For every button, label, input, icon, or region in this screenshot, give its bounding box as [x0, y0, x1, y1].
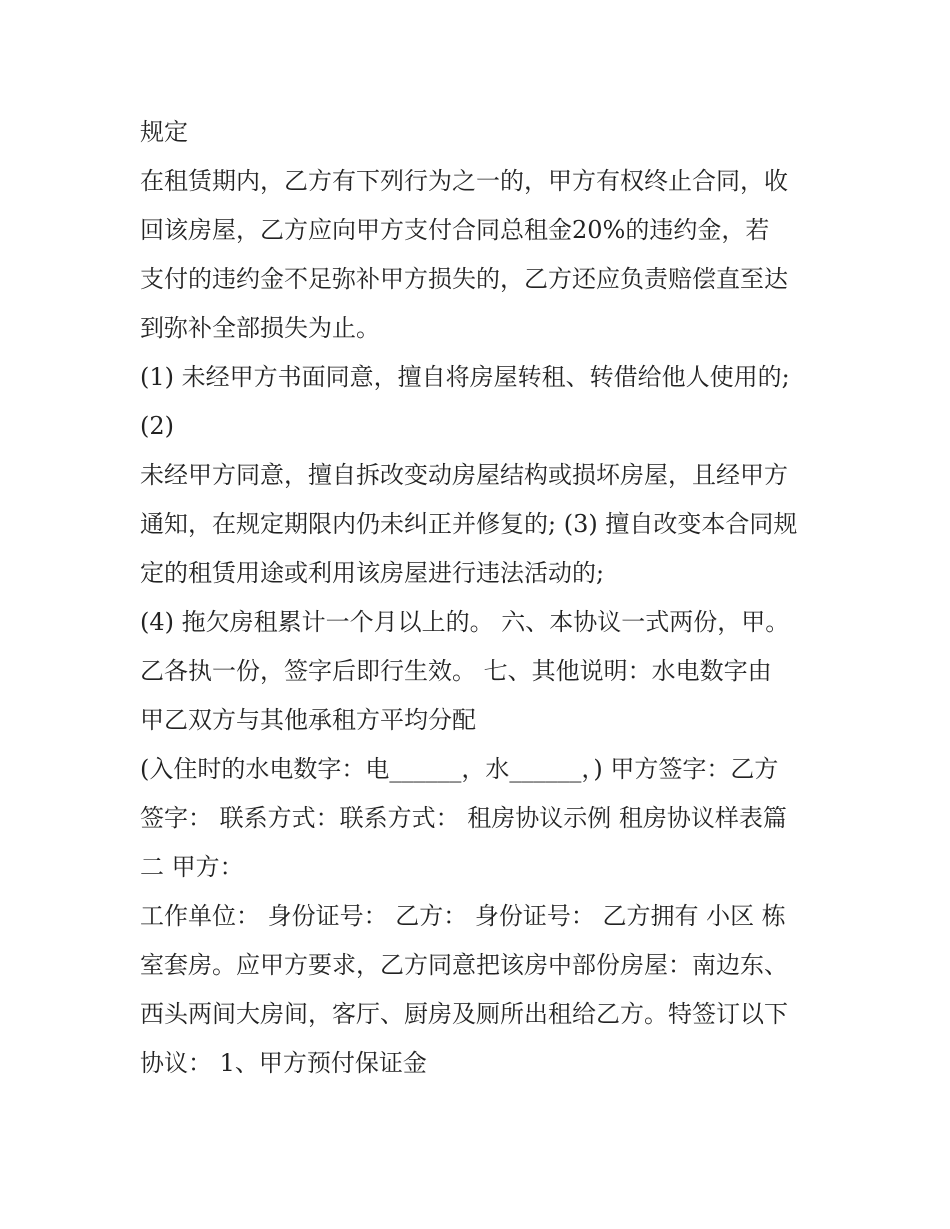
text-line: 签字： 联系方式：联系方式： 租房协议示例 租房协议样表篇 — [140, 804, 787, 832]
text-line: (入住时的水电数字：电______，水______，) 甲方签字：乙方 — [140, 755, 779, 783]
text-line: (4) 拖欠房租累计一个月以上的。 六、本协议一式两份，甲。 — [140, 608, 790, 636]
text-line: 通知，在规定期限内仍未纠正并修复的; (3) 擅自改变本合同规 — [140, 510, 798, 538]
text-line: 二 甲方： — [140, 853, 244, 881]
text-line: (2) — [140, 412, 174, 440]
text-line: 支付的违约金不足弥补甲方损失的，乙方还应负责赔偿直至达 — [140, 265, 788, 293]
text-line: 未经甲方同意，擅自拆改变动房屋结构或损坏房屋，且经甲方 — [140, 461, 788, 489]
document-body — [140, 108, 820, 1088]
text-line: 到弥补全部损失为止。 — [140, 314, 380, 342]
text-line: 工作单位： 身份证号： 乙方： 身份证号： 乙方拥有 小区 栋 — [140, 902, 786, 930]
text-line: 回该房屋，乙方应向甲方支付合同总租金20%的违约金，若 — [140, 216, 770, 244]
text-line: 协议： 1、甲方预付保证金 — [140, 1049, 427, 1077]
text-line: 西头两间大房间，客厅、厨房及厕所出租给乙方。特签订以下 — [140, 1000, 788, 1028]
text-line: 规定 — [140, 118, 188, 146]
text-line: 室套房。应甲方要求，乙方同意把该房中部份房屋：南边东、 — [140, 951, 788, 979]
text-line: 甲乙双方与其他承租方平均分配 — [140, 706, 476, 734]
text-line: 定的租赁用途或利用该房屋进行违法活动的; — [140, 559, 605, 587]
text-line: (1) 未经甲方书面同意，擅自将房屋转租、转借给他人使用的; — [140, 363, 790, 391]
text-line: 在租赁期内，乙方有下列行为之一的，甲方有权终止合同，收 — [140, 167, 788, 195]
text-line: 乙各执一份，签字后即行生效。 七、其他说明：水电数字由 — [140, 657, 772, 685]
